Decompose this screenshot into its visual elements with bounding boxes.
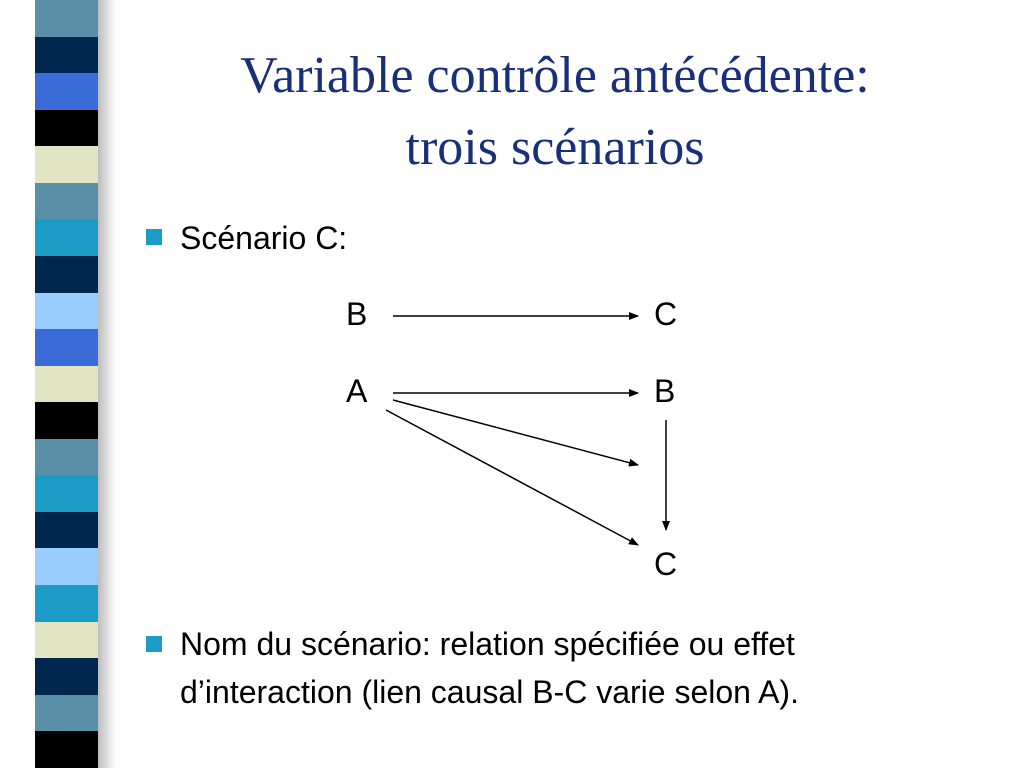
node-bottom-right: C — [654, 546, 678, 582]
bullet-text-scenario: Scénario C: — [180, 220, 348, 256]
node-row1-right: C — [654, 296, 678, 332]
arrow-a-to-bc-link — [393, 400, 638, 465]
arrow-a-to-c — [386, 410, 638, 545]
node-row1-left: B — [346, 296, 368, 332]
title-line-1: Variable contrôle antécédente: — [240, 47, 870, 104]
title-line-2: trois scénarios — [405, 119, 705, 176]
bullet-square-icon — [146, 636, 162, 652]
bullet-text-name-line1: Nom du scénario: relation spécifiée ou effet — [180, 626, 795, 662]
node-row2-right: B — [654, 373, 676, 409]
node-row2-left: A — [346, 373, 368, 409]
bullet-text-name-line2: d’interaction (lien causal B-C varie selon A). — [180, 674, 799, 710]
